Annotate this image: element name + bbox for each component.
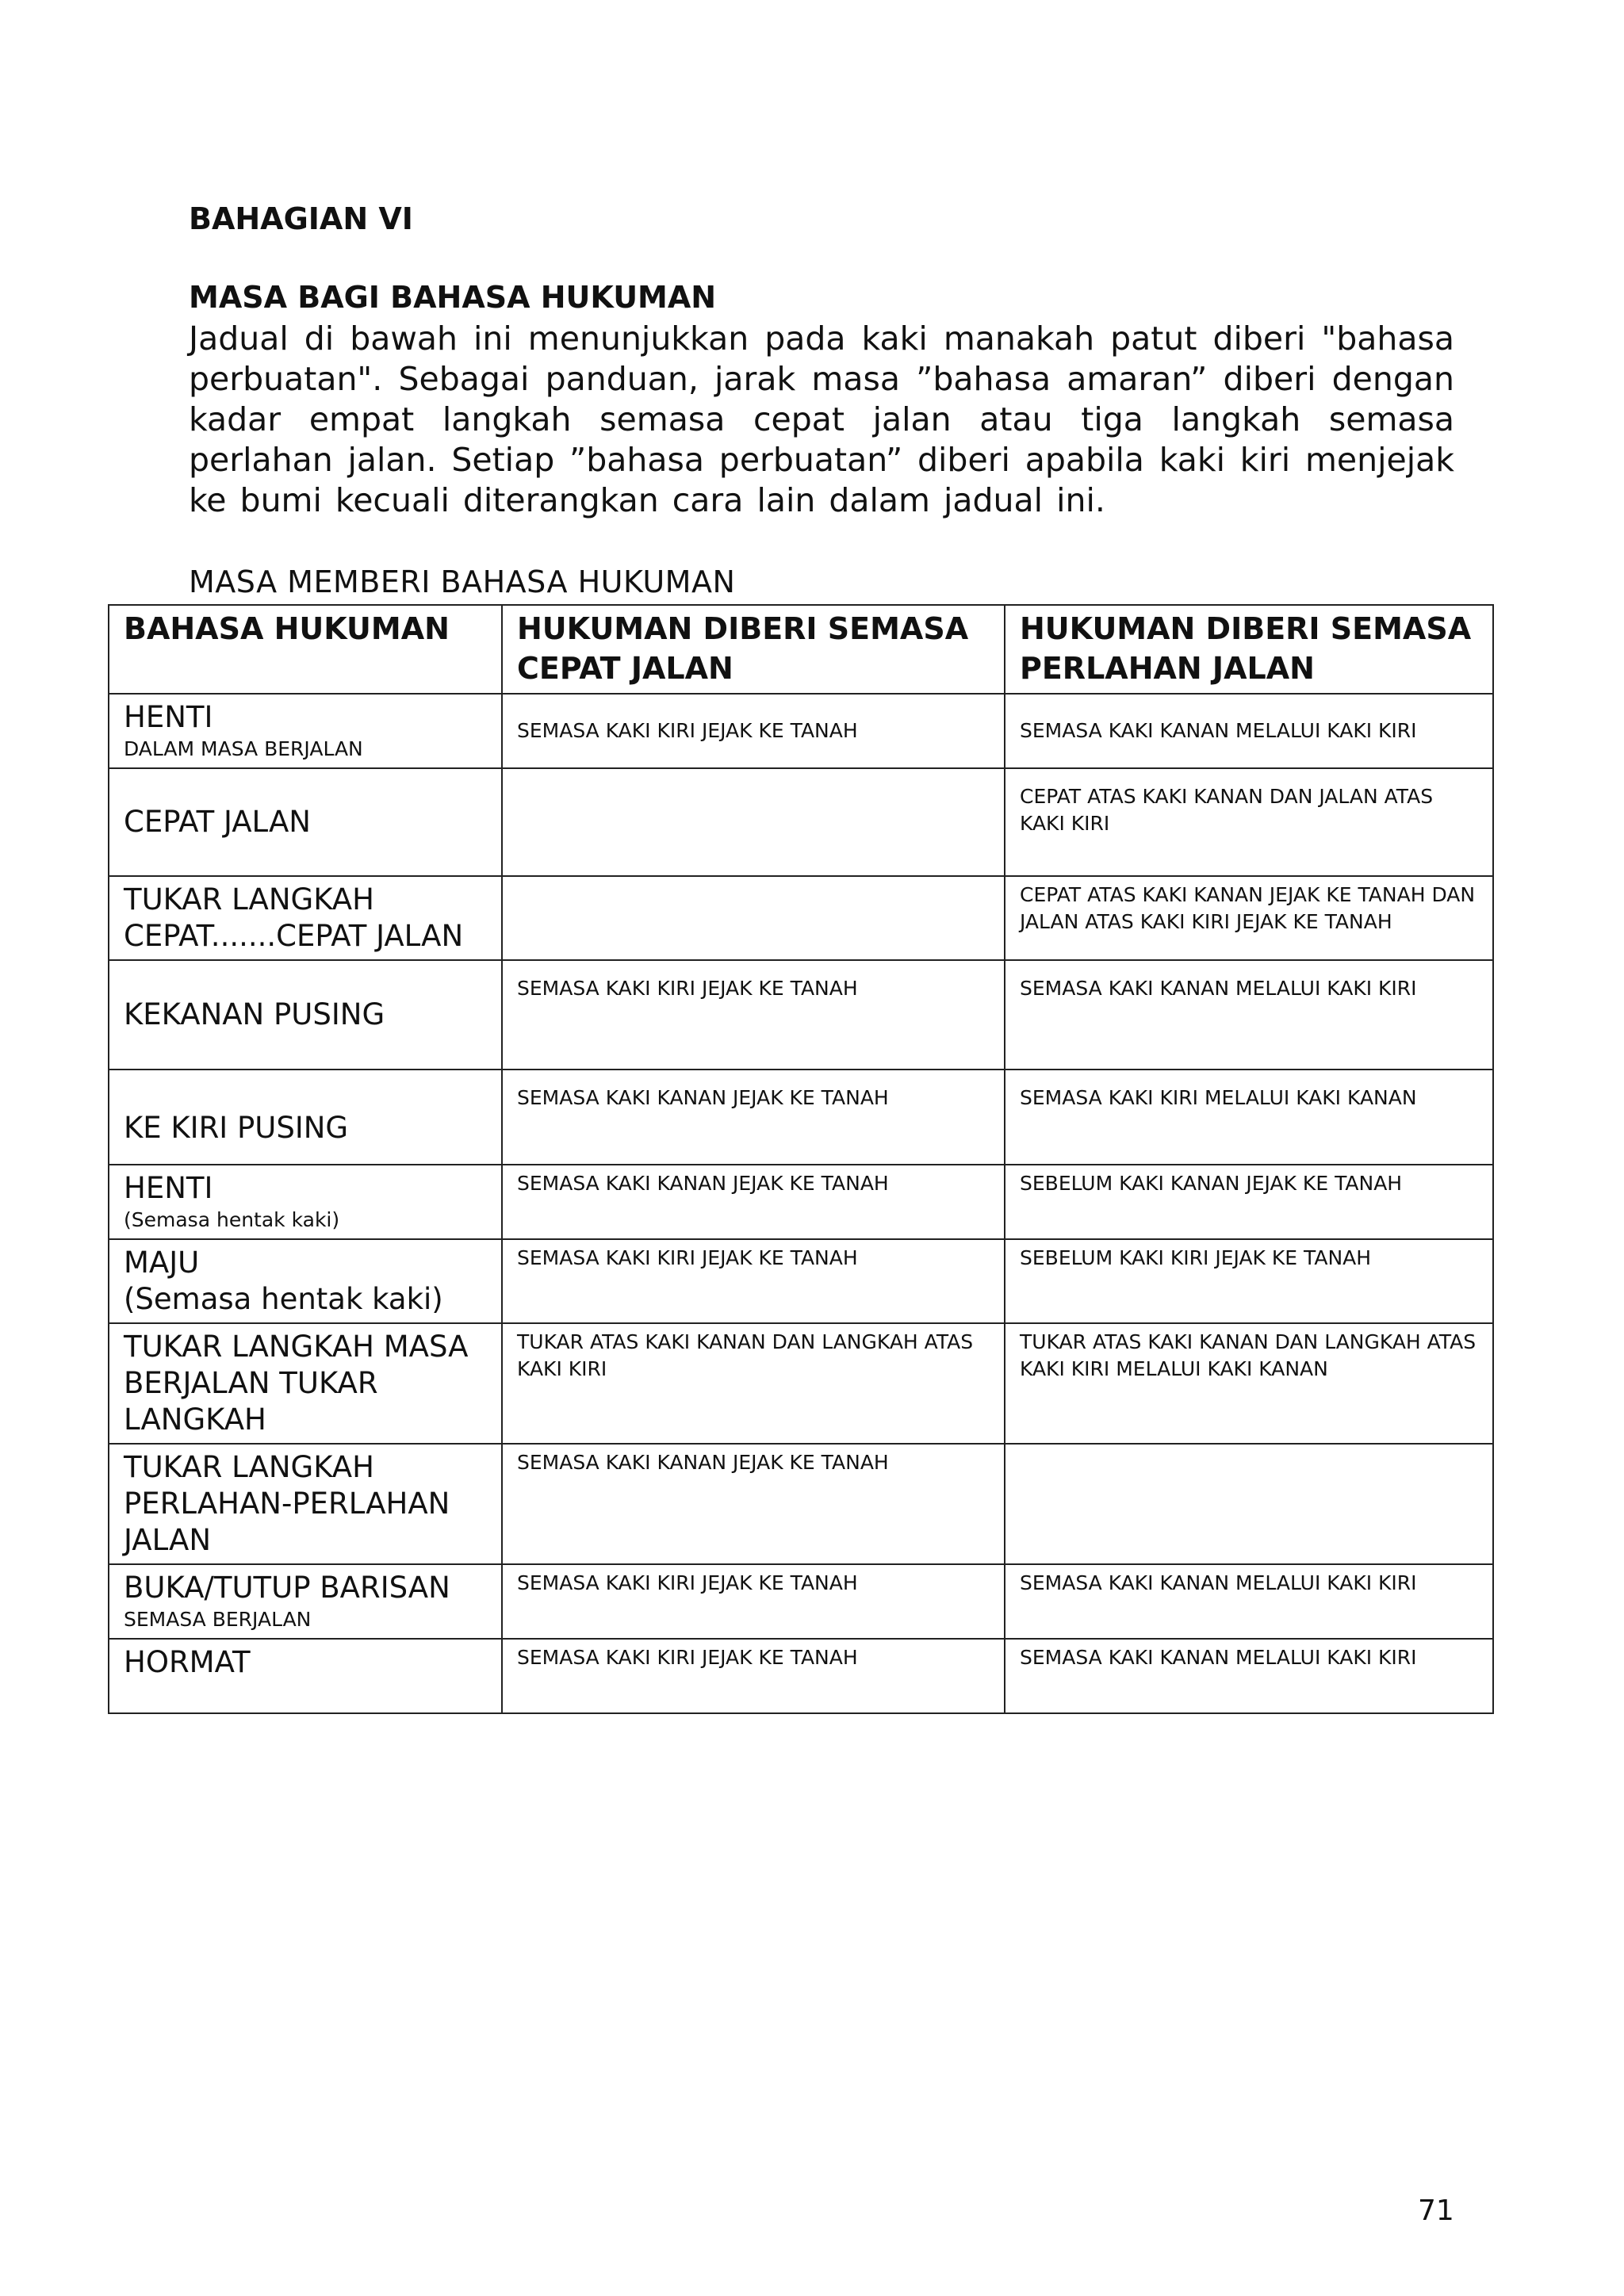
header-cepat-jalan: HUKUMAN DIBERI SEMASA CEPAT JALAN (502, 605, 1005, 694)
header-perlahan-jalan: HUKUMAN DIBERI SEMASA PERLAHAN JALAN (1005, 605, 1493, 694)
perlahan-text: TUKAR ATAS KAKI KANAN DAN LANGKAH ATAS KAKI KIRI MELALUI KAKI KANAN (1020, 1330, 1477, 1380)
command-name: KEKANAN PUSING (124, 997, 385, 1031)
command-name: CEPAT JALAN (124, 805, 311, 839)
cepat-text: SEMASA KAKI KIRI JEJAK KE TANAH (517, 1246, 858, 1269)
table-row (109, 1639, 1493, 1713)
command-cell (109, 694, 502, 768)
intro-paragraph: Jadual di bawah ini menunjukkan pada kaki manakah patut diberi "bahasa perbuatan". Sebagai panduan, jarak masa ”bahasa amaran” diberi dengan kadar empat langkah semasa cepat jalan atau tiga langkah semasa perlahan jalan. Setiap ”bahasa perbuatan” diberi apabila kaki kiri menjejak ke bumi kecuali diterangkan cara lain dalam jadual ini. (189, 320, 1454, 519)
cepat-cell (502, 1564, 1005, 1639)
command-name: HENTI (124, 1171, 213, 1205)
cepat-cell (502, 694, 1005, 768)
perlahan-cell (1005, 1444, 1493, 1564)
command-note: SEMASA BERJALAN (124, 1608, 312, 1631)
table-row (109, 876, 1493, 960)
table-row (109, 1070, 1493, 1165)
command-cell (109, 768, 502, 876)
command-name: TUKAR LANGKAH PERLAHAN-PERLAHAN JALAN (124, 1450, 450, 1557)
table-row (109, 768, 1493, 876)
table-row (109, 1323, 1493, 1444)
cepat-text: SEMASA KAKI KANAN JEJAK KE TANAH (517, 1172, 889, 1195)
page-number: 71 (1418, 2195, 1454, 2227)
command-note: (Semasa hentak kaki) (124, 1282, 443, 1316)
perlahan-cell (1005, 1070, 1493, 1165)
table-row (109, 1239, 1493, 1323)
header-bahasa-hukuman: BAHASA HUKUMAN (109, 605, 502, 694)
cepat-text: SEMASA KAKI KIRI JEJAK KE TANAH (517, 1646, 858, 1669)
cepat-cell (502, 1323, 1005, 1444)
cepat-text: SEMASA KAKI KANAN JEJAK KE TANAH (517, 1086, 889, 1109)
perlahan-text: CEPAT ATAS KAKI KANAN JEJAK KE TANAH DAN JALAN ATAS KAKI KIRI JEJAK KE TANAH (1020, 883, 1476, 933)
table-row (109, 960, 1493, 1070)
perlahan-cell (1005, 1639, 1493, 1713)
command-name: TUKAR LANGKAH MASA BERJALAN TUKAR LANGKAH (124, 1330, 469, 1437)
command-name: KE KIRI PUSING (124, 1111, 349, 1145)
perlahan-cell (1005, 876, 1493, 960)
cepat-text: TUKAR ATAS KAKI KANAN DAN LANGKAH ATAS KAKI KIRI (517, 1330, 974, 1380)
cepat-cell (502, 960, 1005, 1070)
perlahan-cell (1005, 694, 1493, 768)
perlahan-cell (1005, 1239, 1493, 1323)
commands-table (108, 604, 1494, 1714)
cepat-text: SEMASA KAKI KIRI JEJAK KE TANAH (517, 1571, 858, 1594)
table-caption: MASA MEMBERI BAHASA HUKUMAN (189, 564, 736, 599)
command-cell (109, 960, 502, 1070)
perlahan-text: SEMASA KAKI KIRI MELALUI KAKI KANAN (1020, 1086, 1417, 1109)
cepat-text: SEMASA KAKI KANAN JEJAK KE TANAH (517, 1451, 889, 1474)
table-row (109, 1165, 1493, 1239)
perlahan-cell (1005, 1564, 1493, 1639)
command-name: MAJU (124, 1246, 200, 1280)
perlahan-text: SEMASA KAKI KANAN MELALUI KAKI KIRI (1020, 977, 1417, 1000)
perlahan-text: SEBELUM KAKI KANAN JEJAK KE TANAH (1020, 1172, 1403, 1195)
command-note: (Semasa hentak kaki) (124, 1208, 340, 1231)
command-name: BUKA/TUTUP BARISAN (124, 1571, 450, 1605)
command-name: HENTI (124, 700, 213, 734)
cepat-cell (502, 1239, 1005, 1323)
page-heading: MASA BAGI BAHASA HUKUMAN (189, 280, 717, 315)
perlahan-cell (1005, 768, 1493, 876)
command-cell (109, 1070, 502, 1165)
command-note: DALAM MASA BERJALAN (124, 737, 363, 760)
section-title: BAHAGIAN VI (189, 201, 413, 236)
cepat-text: SEMASA KAKI KIRI JEJAK KE TANAH (517, 977, 858, 1000)
perlahan-text: SEMASA KAKI KANAN MELALUI KAKI KIRI (1020, 1571, 1417, 1594)
table-header-row (109, 605, 1493, 694)
command-cell (109, 876, 502, 960)
command-cell (109, 1444, 502, 1564)
command-cell (109, 1639, 502, 1713)
command-name: TUKAR LANGKAH CEPAT.......CEPAT JALAN (124, 882, 464, 953)
command-name: HORMAT (124, 1645, 251, 1679)
cepat-cell (502, 1444, 1005, 1564)
perlahan-cell (1005, 960, 1493, 1070)
command-cell (109, 1165, 502, 1239)
perlahan-text: SEMASA KAKI KANAN MELALUI KAKI KIRI (1020, 1646, 1417, 1669)
perlahan-cell (1005, 1165, 1493, 1239)
perlahan-text: CEPAT ATAS KAKI KANAN DAN JALAN ATAS KAKI KIRI (1020, 785, 1434, 835)
command-cell (109, 1323, 502, 1444)
table-row (109, 694, 1493, 768)
cepat-cell (502, 1639, 1005, 1713)
cepat-cell (502, 1070, 1005, 1165)
cepat-cell (502, 876, 1005, 960)
table-row (109, 1564, 1493, 1639)
cepat-cell (502, 1165, 1005, 1239)
cepat-text: SEMASA KAKI KIRI JEJAK KE TANAH (517, 719, 858, 742)
perlahan-text: SEBELUM KAKI KIRI JEJAK KE TANAH (1020, 1246, 1372, 1269)
command-cell (109, 1564, 502, 1639)
cepat-cell (502, 768, 1005, 876)
perlahan-cell (1005, 1323, 1493, 1444)
table-row (109, 1444, 1493, 1564)
command-cell (109, 1239, 502, 1323)
perlahan-text: SEMASA KAKI KANAN MELALUI KAKI KIRI (1020, 719, 1417, 742)
